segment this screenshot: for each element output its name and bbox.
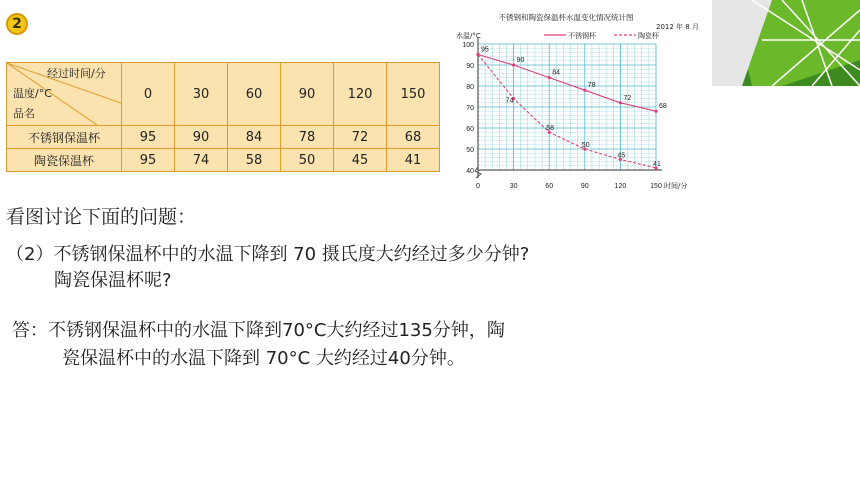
y-tick-label: 40 bbox=[466, 168, 474, 175]
time-header: 30 bbox=[175, 63, 228, 126]
x-axis-label: 时间/分 bbox=[664, 182, 688, 190]
x-tick-label: 120 bbox=[614, 183, 627, 190]
table-row bbox=[7, 126, 440, 149]
y-tick-label: 90 bbox=[466, 63, 474, 70]
decorative-corner-graphic bbox=[712, 0, 860, 86]
time-header: 60 bbox=[228, 63, 281, 126]
legend-label: 不锈钢杯 bbox=[568, 32, 596, 40]
table-cell: 72 bbox=[334, 126, 387, 149]
y-tick-label: 60 bbox=[466, 126, 474, 133]
data-label: 41 bbox=[653, 160, 661, 168]
line-chart bbox=[456, 4, 714, 196]
data-label: 84 bbox=[552, 69, 560, 77]
time-header: 120 bbox=[334, 63, 387, 126]
data-label: 95 bbox=[481, 46, 489, 54]
answer-line-1: 答：不锈钢保温杯中的水温下降到70°C大约经过135分钟，陶 bbox=[12, 320, 505, 341]
question-line-1: （2）不锈钢保温杯中的水温下降到 70 摄氏度大约经过多少分钟? bbox=[6, 244, 530, 265]
data-table bbox=[6, 62, 440, 172]
data-point bbox=[476, 53, 479, 56]
data-label: 58 bbox=[546, 125, 554, 133]
table-cell: 90 bbox=[175, 126, 228, 149]
table-cell: 58 bbox=[228, 149, 281, 172]
table-cell: 84 bbox=[228, 126, 281, 149]
corner-temp-label: 温度/°C bbox=[13, 87, 52, 100]
legend-label: 陶瓷杯 bbox=[638, 32, 659, 40]
x-tick-label: 90 bbox=[580, 183, 589, 190]
table-cell: 50 bbox=[281, 149, 334, 172]
question-line-2: 陶瓷保温杯呢? bbox=[54, 270, 172, 291]
data-label: 78 bbox=[587, 82, 596, 90]
table-cell: 95 bbox=[122, 126, 175, 149]
chart-title: 不锈钢和陶瓷保温杯水温变化情况统计图 bbox=[498, 13, 634, 22]
y-tick-label: 80 bbox=[466, 84, 474, 91]
data-label: 50 bbox=[581, 142, 590, 149]
corner-name-label: 品名 bbox=[13, 107, 35, 120]
data-label: 68 bbox=[659, 103, 667, 111]
green-arrow-graphic bbox=[712, 0, 860, 86]
table-cell: 41 bbox=[387, 149, 440, 172]
table-cell: 78 bbox=[281, 126, 334, 149]
data-label: 45 bbox=[617, 152, 626, 160]
problem-number-badge: 2 bbox=[6, 13, 28, 35]
time-header: 0 bbox=[122, 63, 175, 126]
corner-time-label: 经过时间/分 bbox=[47, 67, 106, 80]
data-point bbox=[654, 110, 657, 113]
data-point bbox=[512, 63, 515, 66]
x-tick-label: 0 bbox=[476, 183, 480, 190]
table-cell: 45 bbox=[334, 149, 387, 172]
table-corner-header bbox=[7, 63, 122, 126]
data-point bbox=[619, 101, 622, 104]
time-header: 150 bbox=[387, 63, 440, 126]
y-tick-label: 70 bbox=[466, 105, 474, 112]
row-label: 陶瓷保温杯 bbox=[7, 149, 122, 172]
discussion-heading: 看图讨论下面的问题： bbox=[6, 206, 197, 228]
x-tick-label: 60 bbox=[545, 183, 554, 190]
table-cell: 95 bbox=[122, 149, 175, 172]
data-label: 72 bbox=[623, 94, 632, 102]
y-tick-label: 50 bbox=[466, 147, 474, 154]
data-label: 74 bbox=[505, 97, 514, 105]
x-tick-label: 30 bbox=[509, 183, 518, 190]
time-header: 90 bbox=[281, 63, 334, 126]
table-cell: 68 bbox=[387, 126, 440, 149]
data-point bbox=[548, 76, 551, 79]
data-label: 90 bbox=[516, 57, 525, 64]
row-label: 不锈钢保温杯 bbox=[7, 126, 122, 149]
y-axis-label: 水温/°C bbox=[456, 32, 481, 40]
chart-date: 2012 年 8 月 bbox=[656, 23, 699, 31]
y-tick-label: 100 bbox=[462, 42, 474, 49]
table-cell: 74 bbox=[175, 149, 228, 172]
table-row bbox=[7, 149, 440, 172]
x-tick-label: 150 bbox=[650, 183, 662, 190]
data-point bbox=[583, 89, 586, 92]
answer-line-2: 瓷保温杯中的水温下降到 70°C 大约经过40分钟。 bbox=[62, 348, 465, 369]
